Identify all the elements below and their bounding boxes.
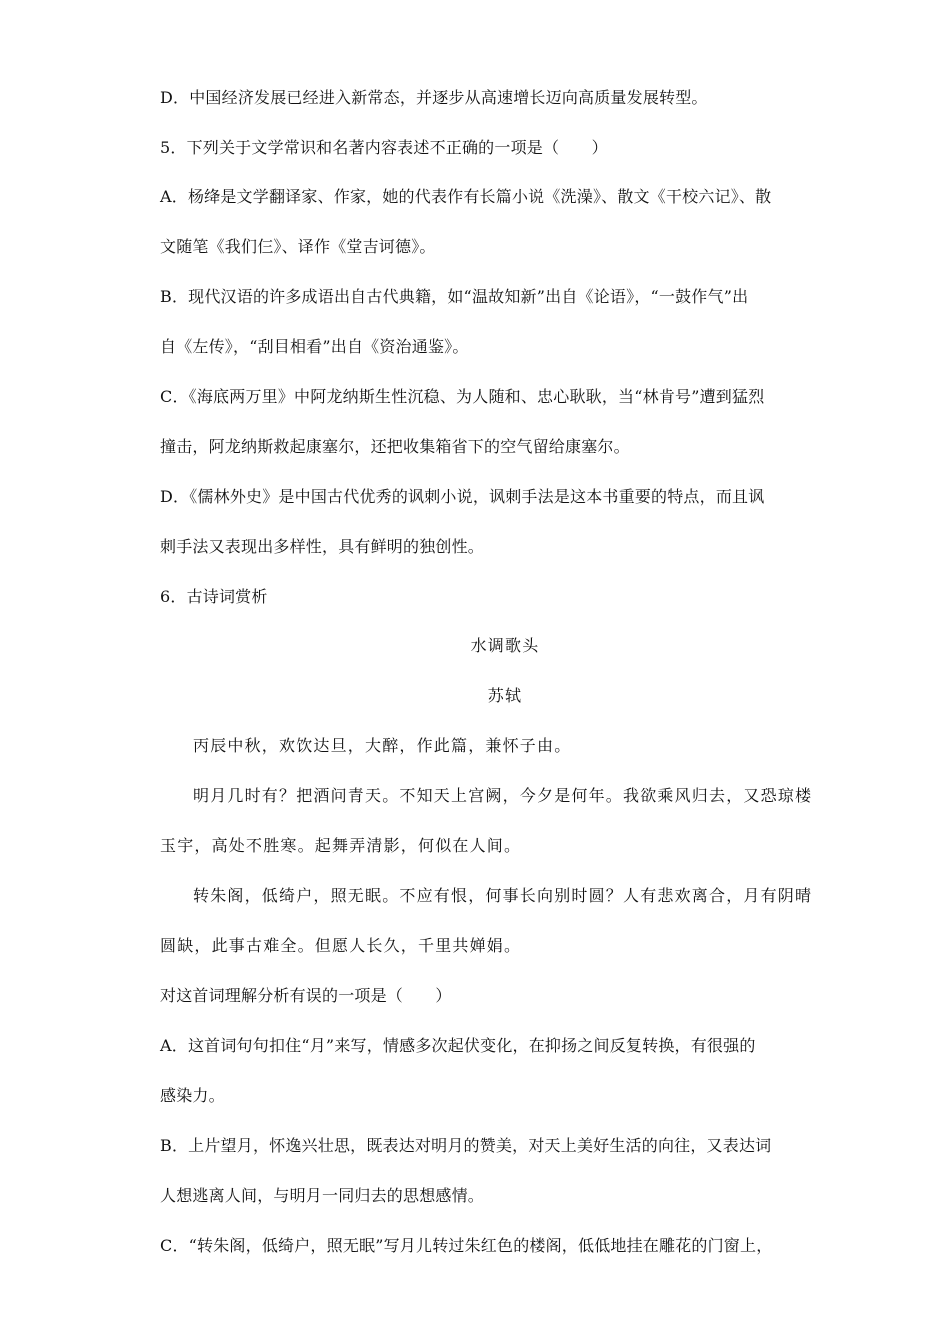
q6-option-a-line1: A．这首词句句扣住“月”来写，情感多次起伏变化，在抑扬之间反复转换，有很强的: [160, 1036, 756, 1055]
q5-option-d-line1: D．《儒林外史》是中国古代优秀的讽刺小说，讽刺手法是这本书重要的特点，而且讽: [160, 487, 765, 506]
poem-preface: 丙辰中秋，欢饮达旦，大醉，作此篇，兼怀子由。: [193, 736, 572, 755]
q5-option-d-line2: 刺手法又表现出多样性，具有鲜明的独创性。: [160, 537, 485, 556]
q4-option-d: D．中国经济发展已经进入新常态，并逐步从高速增长迈向高质量发展转型。: [160, 88, 708, 107]
q6-option-a-line2: 感染力。: [160, 1086, 225, 1105]
poem-stanza2-line2: 圆缺，此事古难全。但愿人长久，千里共婵娟。: [160, 936, 522, 955]
q6-option-c-line1: C．“转朱阁，低绮户，照无眠”写月儿转过朱红色的楼阁，低低地挂在雕花的门窗上，: [160, 1236, 773, 1255]
poem-stanza2-line1: 转朱阁，低绮户，照无眠。不应有恨，何事长向别时圆？人有悲欢离合，月有阴晴: [193, 886, 813, 905]
q5-stem: 5．下列关于文学常识和名著内容表述不正确的一项是（ ）: [160, 138, 608, 157]
poem-author: 苏轼: [487, 686, 523, 705]
poem-title: 水调歌头: [470, 636, 540, 655]
q5-option-b-line1: B．现代汉语的许多成语出自古代典籍，如“温故知新”出自《论语》，“一鼓作气”出: [160, 287, 749, 306]
q6-option-b-line1: B．上片望月，怀逸兴壮思，既表达对明月的赞美，对天上美好生活的向往，又表达词: [160, 1136, 772, 1155]
poem-stanza1-line2: 玉宇，高处不胜寒。起舞弄清影，何似在人间。: [160, 836, 522, 855]
q5-option-b-line2: 自《左传》，“刮目相看”出自《资治通鉴》。: [160, 337, 469, 356]
q6-question: 对这首词理解分析有误的一项是（ ）: [160, 986, 452, 1005]
q5-option-c-line1: C．《海底两万里》中阿龙纳斯生性沉稳、为人随和、忠心耿耿，当“林肯号”遭到猛烈: [160, 387, 765, 406]
q5-option-a-line2: 文随笔《我们仨》、译作《堂吉诃德》。: [160, 237, 436, 256]
poem-stanza1-line1: 明月几时有？把酒问青天。不知天上宫阙，今夕是何年。我欲乘风归去，又恐琼楼: [193, 786, 813, 805]
q6-heading: 6．古诗词赏析: [160, 587, 268, 606]
q5-option-a-line1: A．杨绛是文学翻译家、作家，她的代表作有长篇小说《洗澡》、散文《干校六记》、散: [160, 187, 772, 206]
q5-option-c-line2: 撞击，阿龙纳斯救起康塞尔，还把收集箱省下的空气留给康塞尔。: [160, 437, 630, 456]
q6-option-b-line2: 人想逃离人间，与明月一同归去的思想感情。: [160, 1186, 485, 1205]
